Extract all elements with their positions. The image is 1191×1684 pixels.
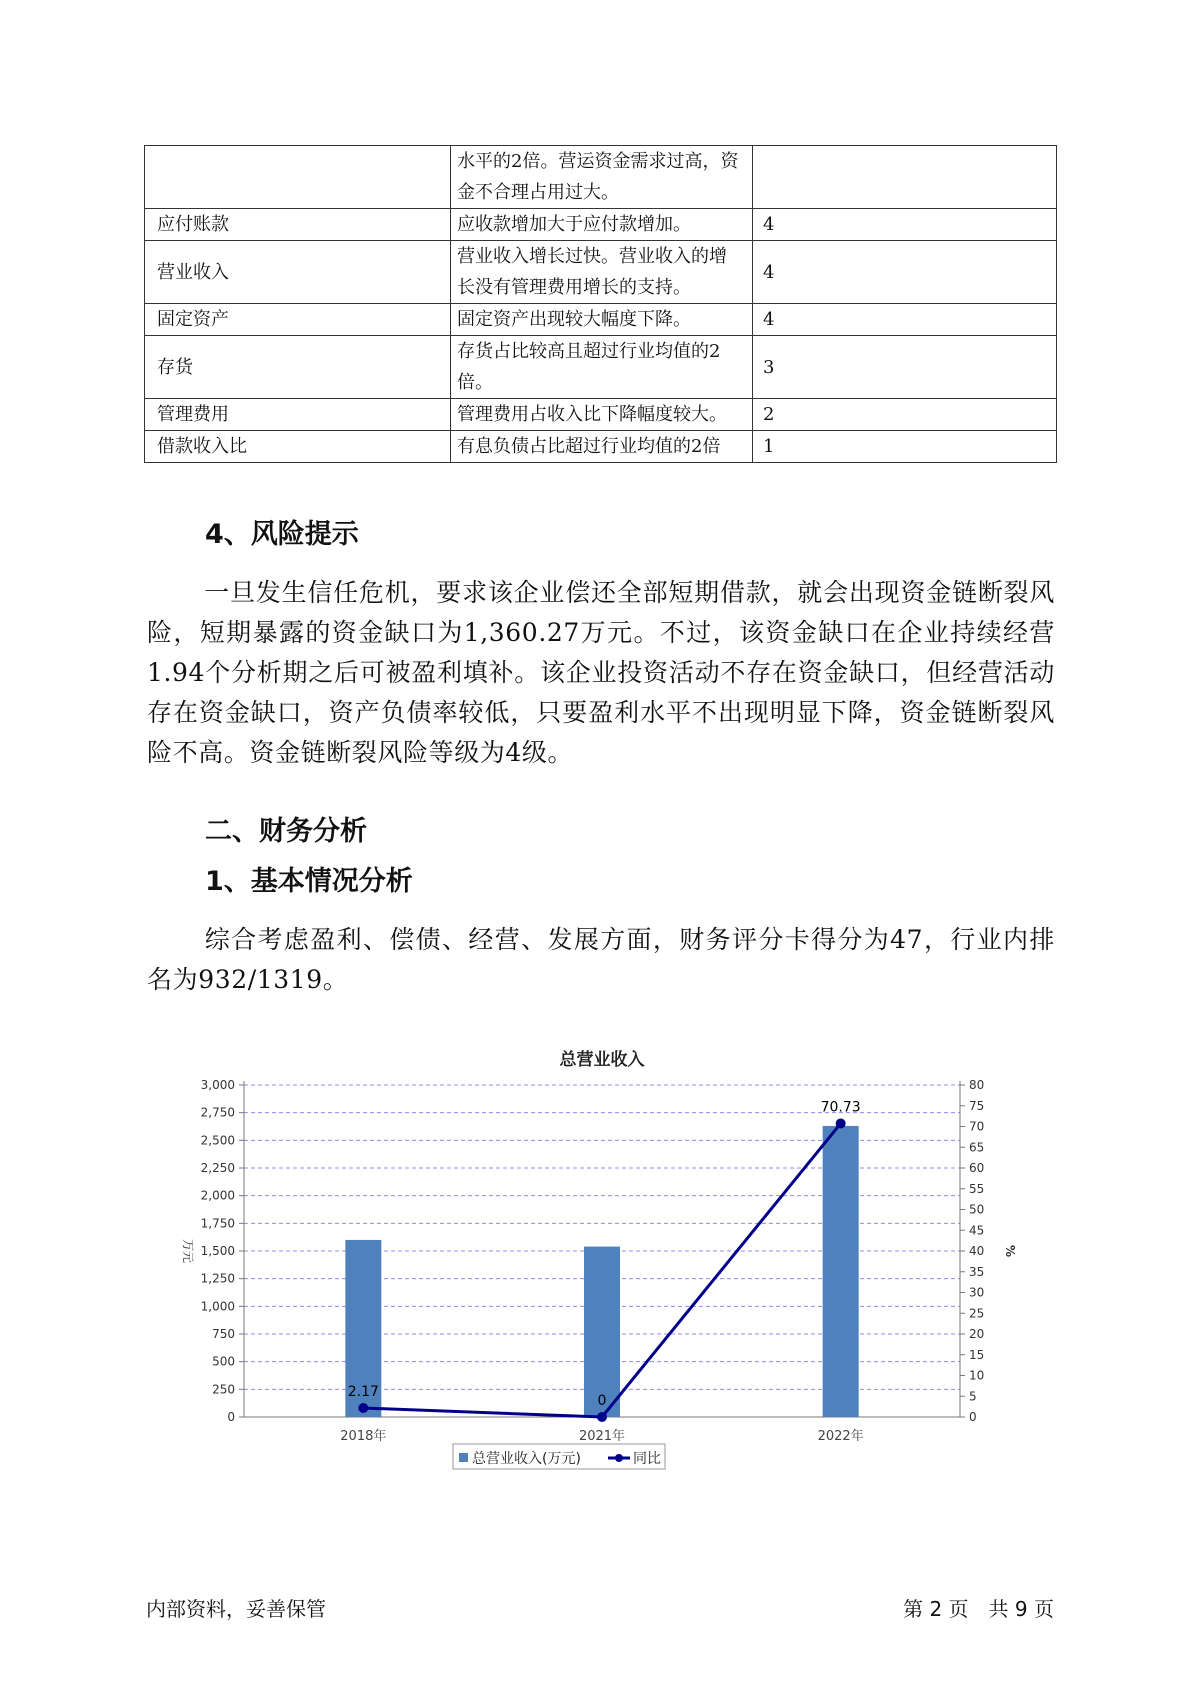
bar <box>584 1247 620 1417</box>
row-desc: 管理费用占收入比下降幅度较大。 <box>451 399 753 431</box>
y-tick-label: 1,250 <box>200 1271 235 1286</box>
yoy-point <box>597 1412 607 1422</box>
x-tick-label: 2022年 <box>817 1429 864 1444</box>
table-row <box>145 304 1057 336</box>
row-name: 管理费用 <box>145 399 451 431</box>
risk-table <box>144 145 1057 463</box>
footer-page-number: 第 2 页 共 9 页 <box>903 1597 1054 1621</box>
table-row <box>145 399 1057 431</box>
row-name: 应付账款 <box>145 209 451 241</box>
basic-paragraph-text: 综合考虑盈利、偿债、经营、发展方面，财务评分卡得分为47，行业内排名为932/1319。 <box>147 925 1055 994</box>
y2-tick-label: 75 <box>969 1098 985 1113</box>
y2-tick-label: 10 <box>969 1368 985 1383</box>
row-desc: 有息负债占比超过行业均值的2倍 <box>451 431 753 463</box>
y2-tick-label: 0 <box>969 1410 977 1424</box>
y-tick-label: 750 <box>212 1327 235 1341</box>
table-row <box>145 241 1057 304</box>
legend-line-marker <box>615 1454 623 1462</box>
y2-tick-label: 65 <box>969 1140 985 1155</box>
row-name: 存货 <box>145 336 451 399</box>
legend-bar-label: 总营业收入(万元) <box>472 1451 581 1467</box>
y-tick-label: 1,000 <box>200 1299 235 1314</box>
y2-axis-label: % <box>1003 1244 1017 1258</box>
y2-tick-label: 35 <box>969 1264 985 1279</box>
row-level: 2 <box>753 399 1057 431</box>
y2-tick-label: 20 <box>969 1327 985 1341</box>
yoy-data-label: 70.73 <box>820 1099 861 1116</box>
y2-tick-label: 50 <box>969 1202 985 1217</box>
basic-analysis-heading: 1、基本情况分析 <box>205 866 413 897</box>
revenue-chart <box>140 1040 1040 1500</box>
y2-tick-label: 30 <box>969 1285 985 1300</box>
y-tick-label: 2,500 <box>200 1133 235 1148</box>
y2-tick-label: 80 <box>969 1078 985 1092</box>
row-level: 3 <box>753 336 1057 399</box>
yoy-point <box>836 1118 846 1128</box>
financial-analysis-heading: 二、财务分析 <box>205 816 367 847</box>
row-level <box>753 146 1057 209</box>
risk-paragraph-text: 一旦发生信任危机，要求该企业偿还全部短期借款，就会出现资金链断裂风险，短期暴露的资金缺口为1,360.27万元。不过，该资金缺口在企业持续经营 1.94个分析期之后可被盈利填补。该企业投资活动不存在资金缺口，但经营活动存在资金缺口，资产负债率较低，只要盈利水平不出现明显下降，资金链断裂风险不高。资金链断裂风险等级为4级。 <box>147 578 1055 767</box>
y2-tick-label: 15 <box>969 1347 985 1362</box>
row-desc: 水平的2倍。营运资金需求过高，资金不合理占用过大。 <box>451 146 753 209</box>
y2-tick-label: 60 <box>969 1161 985 1175</box>
y-tick-label: 1,500 <box>200 1244 235 1258</box>
row-desc: 应收款增加大于应付款增加。 <box>451 209 753 241</box>
legend-line-label: 同比 <box>633 1451 661 1467</box>
y-tick-label: 2,250 <box>200 1161 235 1175</box>
y2-tick-label: 70 <box>969 1119 985 1134</box>
yoy-data-label: 2.17 <box>347 1383 379 1400</box>
risk-paragraph <box>147 573 1055 773</box>
row-name: 营业收入 <box>145 241 451 304</box>
x-tick-label: 2018年 <box>340 1429 387 1444</box>
chart-title: 总营业收入 <box>559 1050 645 1070</box>
y2-tick-label: 55 <box>969 1181 985 1196</box>
row-name: 借款收入比 <box>145 431 451 463</box>
row-level: 1 <box>753 431 1057 463</box>
table-row <box>145 336 1057 399</box>
table-row <box>145 209 1057 241</box>
row-name: 固定资产 <box>145 304 451 336</box>
y-tick-label: 2,000 <box>200 1188 235 1203</box>
legend-bar-swatch <box>459 1453 468 1462</box>
y2-tick-label: 25 <box>969 1306 985 1321</box>
y-tick-label: 1,750 <box>200 1216 235 1231</box>
table-row <box>145 431 1057 463</box>
row-level: 4 <box>753 241 1057 304</box>
bar <box>823 1126 859 1417</box>
row-name <box>145 146 451 209</box>
y2-tick-label: 45 <box>969 1223 985 1238</box>
y-tick-label: 250 <box>212 1382 235 1397</box>
y-tick-label: 500 <box>212 1354 235 1369</box>
table-row <box>145 146 1057 209</box>
y-axis-label: 万元 <box>181 1238 195 1264</box>
y-tick-label: 2,750 <box>200 1105 235 1120</box>
row-desc: 营业收入增长过快。营业收入的增长没有管理费用增长的支持。 <box>451 241 753 304</box>
y-tick-label: 0 <box>227 1410 235 1424</box>
yoy-point <box>358 1403 368 1413</box>
row-level: 4 <box>753 209 1057 241</box>
row-desc: 存货占比较高且超过行业均值的2倍。 <box>451 336 753 399</box>
y-tick-label: 3,000 <box>200 1078 235 1092</box>
risk-heading: 4、风险提示 <box>205 519 359 550</box>
row-desc: 固定资产出现较大幅度下降。 <box>451 304 753 336</box>
y2-tick-label: 40 <box>969 1244 985 1258</box>
yoy-data-label: 0 <box>597 1393 607 1409</box>
row-level: 4 <box>753 304 1057 336</box>
footer-left: 内部资料，妥善保管 <box>146 1597 326 1621</box>
basic-paragraph <box>147 920 1055 1000</box>
x-tick-label: 2021年 <box>578 1429 626 1444</box>
y2-tick-label: 5 <box>969 1389 977 1404</box>
